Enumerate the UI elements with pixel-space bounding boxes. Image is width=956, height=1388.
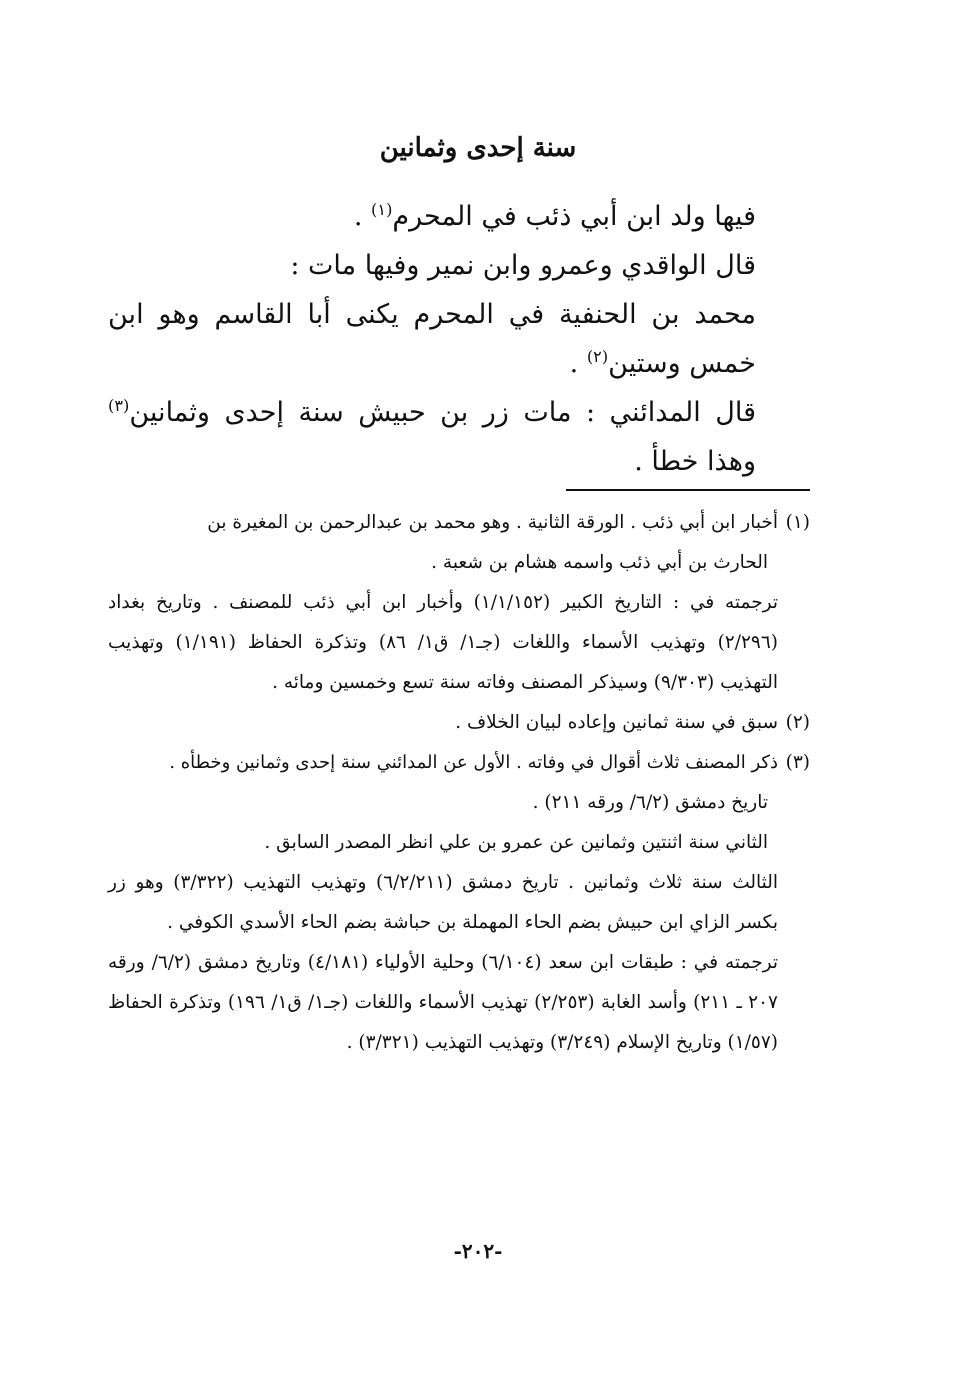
footnote-1-line-2: الحارث بن أبي ذئب واسمه هشام بن شعبة . [431,552,768,573]
main-paragraph-3-end: . [569,348,579,379]
footnote-ref-1[interactable]: (١) [371,200,393,219]
footnote-3-line-4: الثالث سنة ثلاث وثمانين . تاريخ دمشق (٦/٢/٢١١) وتهذيب التهذيب (٣/٣٢٢) وهو زر بكسر الزاي ابن حبيش بضم الحاء المهملة بن حباشة بضم الحاء الأسدي الكوفي . [108,872,778,933]
main-paragraph-3-text: محمد بن الحنفية في المحرم يكنى أبا القاسم وهو ابن خمس وستين [108,299,756,379]
footnote-2 [108,703,810,743]
main-paragraph-3 [108,290,808,388]
main-paragraph-2-text: قال الواقدي وعمرو وابن نمير وفيها مات : [290,250,756,281]
footnote-2-line-1: سبق في سنة ثمانين وإعاده لبيان الخلاف . [455,712,778,733]
main-paragraph-1 [108,192,808,241]
footnote-1-line-3: ترجمته في : التاريخ الكبير (١/١/١٥٢) وأخبار ابن أبي ذئب للمصنف . وتاريخ بغداد (٢/٢٩٦) وتهذيب الأسماء واللغات (جـ١/ ق١/ ٨٦) وتذكرة الحفاظ (١/١٩١) وتهذيب التهذيب (٩/٣٠٣) وسيذكر المصنف وفاته سنة تسع وخمسين ومائه . [108,592,779,693]
footnote-ref-2[interactable]: (٢) [586,347,609,366]
footnote-ref-3[interactable]: (٣) [108,396,130,415]
footnote-3 [108,743,810,1063]
footnote-separator [566,489,810,491]
footnotes [108,503,810,1063]
footnote-1-line-1: أخبار ابن أبي ذئب . الورقة الثانية . وهو محمد بن عبدالرحمن بن المغيرة بن [207,512,778,533]
footnote-3-line-1: ذكر المصنف ثلاث أقوال في وفاته . الأول عن المدائني سنة إحدى وثمانين وخطأه . [169,752,778,773]
main-paragraph-4 [108,388,808,486]
main-paragraph-2 [108,241,808,290]
main-paragraph-1-end: . [353,201,363,232]
main-paragraph-4-end: وهذا خطأ . [634,446,756,477]
footnote-2-number: (٢) [785,712,810,733]
footnote-3-number: (٣) [785,752,810,773]
footnote-3-line-2: تاريخ دمشق (٦/٢/ ورقه ٢١١) . [532,792,768,813]
footnote-3-line-5: ترجمته في : طبقات ابن سعد (٦/١٠٤) وحلية الأولياء (٤/١٨١) وتاريخ دمشق (٦/٢/ ورقه ٢٠٧ ـ ٢١١) وأسد الغابة (٢/٢٥٣) تهذيب الأسماء واللغات (جـ١/ ق١/ ١٩٦) وتذكرة الحفاظ (١/٥٧) وتاريخ الإسلام (٣/٢٤٩) وتهذيب التهذيب (٣/٣٢١) . [108,952,778,1053]
section-heading: سنة إحدى وثمانين [379,133,577,163]
footnote-1-number: (١) [785,512,810,533]
main-paragraph-4-text: قال المدائني : مات زر بن حبيش سنة إحدى وثمانين [129,397,756,428]
main-paragraph-1-text: فيها ولد ابن أبي ذئب في المحرم [392,201,756,232]
footnote-3-line-3: الثاني سنة اثنتين وثمانين عن عمرو بن علي انظر المصدر السابق . [264,832,768,853]
page-number: -٢٠٢- [453,1239,503,1263]
main-text [108,192,808,486]
footnote-1 [108,503,810,703]
